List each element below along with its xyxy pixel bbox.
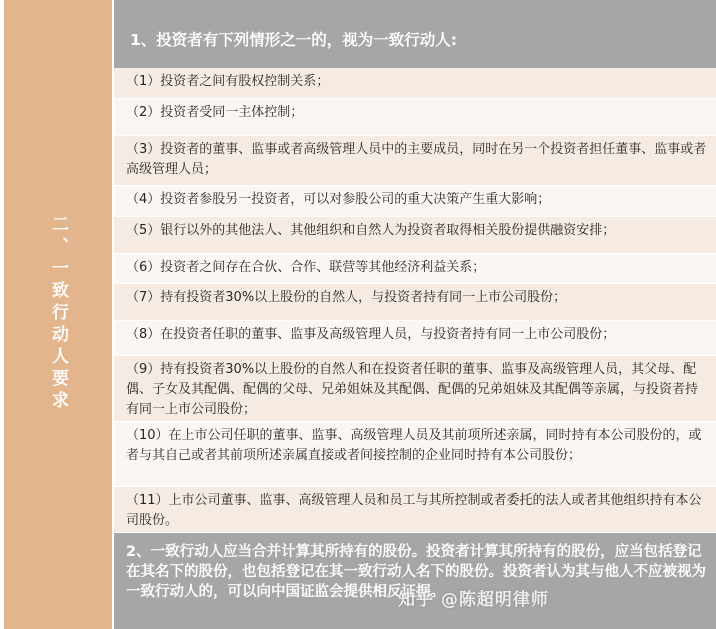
footer-note: 2、一致行动人应当合并计算其所持有的股份。投资者计算其所持有的股份，应当包括登记在其名下的股份，也包括登记在其一致行动人名下的股份。投资者认为其与他人不应被视为一致行动人的，可以向中国证监会提供相反证据。: [114, 533, 716, 629]
list-item: （6）投资者之间存在合伙、合作、联营等其他经济利益关系；: [114, 254, 716, 284]
list-item: （10）在上市公司任职的董事、监事、高级管理人员及其前项所述亲属，同时持有本公司股份的，或者与其自己或者其前项所述亲属直接或者间接控制的企业同时持有本公司股份；: [114, 422, 716, 487]
watermark: 知乎 @陈超明律师: [398, 590, 549, 610]
list-item: （8）在投资者任职的董事、监事及高级管理人员，与投资者持有同一上市公司股份；: [114, 321, 716, 356]
section-sidebar: [4, 0, 114, 629]
list-item: （9）持有投资者30%以上股份的自然人和在投资者任职的董事、监事及高级管理人员，其父母、配偶、子女及其配偶、配偶的父母、兄弟姐妹及其配偶、配偶的兄弟姐妹及其配偶等亲属，与投资者持有同一上市公司股份；: [114, 356, 716, 422]
list-item: （11）上市公司董事、监事、高级管理人员和员工与其所控制或者委托的法人或者其他组织持有本公司股份。: [114, 487, 716, 533]
list-item: （4）投资者参股另一投资者，可以对参股公司的重大决策产生重大影响；: [114, 186, 716, 217]
list-item: （5）银行以外的其他法人、其他组织和自然人为投资者取得相关股份提供融资安排；: [114, 217, 716, 254]
list-item: （2）投资者受同一主体控制；: [114, 99, 716, 136]
heading-1: 1、投资者有下列情形之一的，视为一致行动人:: [114, 0, 716, 68]
list-item: （7）持有投资者30%以上股份的自然人，与投资者持有同一上市公司股份；: [114, 284, 716, 321]
list-item: （1）投资者之间有股权控制关系；: [114, 68, 716, 99]
main-content: [114, 0, 716, 629]
list-item: （3）投资者的董事、监事或者高级管理人员中的主要成员，同时在另一个投资者担任董事、监事或者高级管理人员；: [114, 136, 716, 186]
section-label: 二、一致行动人要求: [48, 215, 68, 413]
